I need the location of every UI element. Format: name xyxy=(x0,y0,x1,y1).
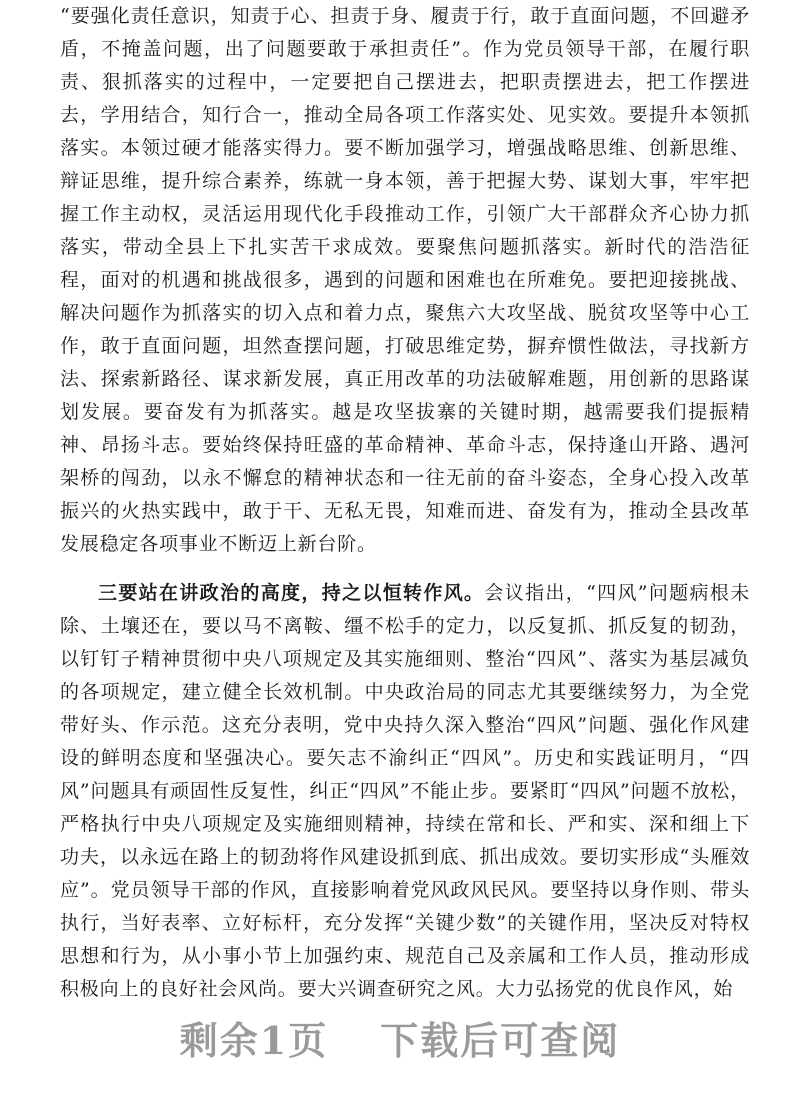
paragraph-2 xyxy=(60,577,750,1006)
document-body xyxy=(60,0,750,1006)
remaining-pages-label: 剩余1页 xyxy=(179,1018,329,1063)
paragraph-2-body: 会议指出，“四风”问题病根未除、土壤还在，要以马不离鞍、缰不松手的定力，以反复抓、抓反复的韧劲，以钉钉子精神贯彻中央八项规定及其实施细则、整治“四风”、落实为基层减负的各项规定，建立健全长效机制。中央政治局的同志尤其要继续努力，为全党带好头、作示范。这充分表明，党中央持久深入整治“四风”问题、强化作风建设的鲜明态度和坚强决心。要矢志不渝纠正“四风”。历史和实践证明月，“四风”问题具有顽固性反复性，纠正“四风”不能止步。要紧盯“四风”问题不放松，严格执行中央八项规定及实施细则精神，持续在常和长、严和实、深和细上下功夫，以永远在路上的韧劲将作风建设抓到底、抓出成效。要切实形成“头雁效应”。党员领导干部的作风，直接影响着党风政风民风。要坚持以身作则、带头执行，当好表率、立好标杆，充分发挥“关键少数”的关键作用，坚决反对特权思想和行为，从小事小节上加强约束、规范自己及亲属和工作人员，推动形成积极向上的良好社会风尚。要大兴调查研究之风。大力弘扬党的优良作风，始 xyxy=(60,582,750,1000)
download-prompt-banner[interactable] xyxy=(0,1010,800,1065)
download-to-view-label: 下载后可查阅 xyxy=(380,1018,621,1063)
paragraph-1: “要强化责任意识，知责于心、担责于身、履责于行，敢于直面问题，不回避矛盾，不掩盖问题，出了问题要敢于承担责任”。作为党员领导干部，在履行职责、狠抓落实的过程中，一定要把自己摆进去，把职责摆进去，把工作摆进去，学用结合，知行合一，推动全局各项工作落实处、见实效。要提升本领抓落实。本领过硬才能落实得力。要不断加强学习，增强战略思维、创新思维、辩证思维，提升综合素养，练就一身本领，善于把握大势、谋划大事，牢牢把握工作主动权，灵活运用现代化手段推动工作，引领广大干部群众齐心协力抓落实，带动全县上下扎实苦干求成效。要聚焦问题抓落实。新时代的浩浩征程，面对的机遇和挑战很多，遇到的问题和困难也在所难免。要把迎接挑战、解决问题作为抓落实的切入点和着力点，聚焦六大攻坚战、脱贫攻坚等中心工作，敢于直面问题，坦然查摆问题，打破思维定势，摒弃惯性做法，寻找新方法、探索新路径、谋求新发展，真正用改革的功法破解难题，用创新的思路谋划发展。要奋发有为抓落实。越是攻坚拔寨的关键时期，越需要我们提振精神、昂扬斗志。要始终保持旺盛的革命精神、革命斗志，保持逢山开路、遇河架桥的闯劲，以永不懈怠的精神状态和一往无前的奋斗姿态，全身心投入改革振兴的火热实践中，敢于干、无私无畏，知难而进、奋发有为，推动全县改革发展稳定各项事业不断迈上新台阶。 xyxy=(60,5,750,555)
paragraph-2-heading: 三要站在讲政治的高度，持之以恒转作风。 xyxy=(98,582,485,604)
